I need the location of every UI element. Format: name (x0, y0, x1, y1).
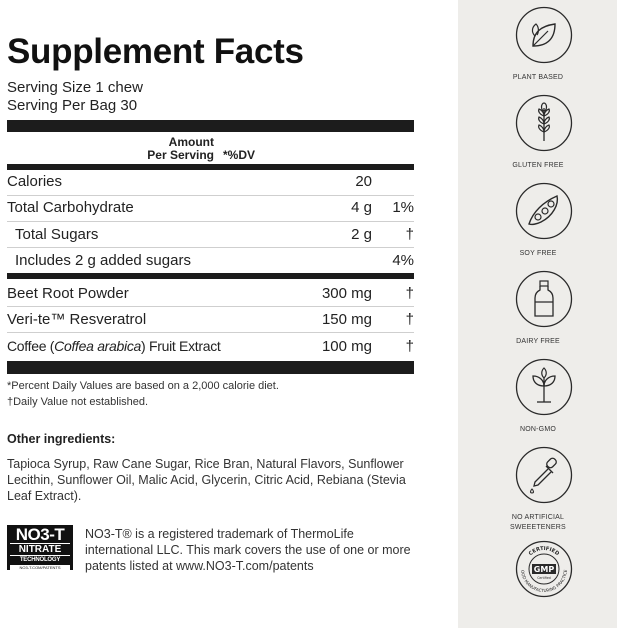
amount-header-line1: Amount (168, 135, 214, 149)
badge-label: DAIRY FREE (516, 338, 560, 345)
nutrient-row-added-sugars (7, 247, 414, 273)
logo-line2: NITRATE (10, 543, 70, 556)
svg-text:CERTIFIED (528, 546, 561, 558)
nutrient-name: Includes 2 g added sugars (15, 252, 191, 269)
footnote-not-established: †Daily Value not established. (7, 396, 149, 408)
nutrient-name: Total Sugars (15, 226, 99, 243)
dv-column-header: *%DV (222, 148, 255, 162)
logo-line1: NO3-T (15, 525, 65, 544)
ingredient-amount: 100 mg (321, 338, 372, 355)
gmp-center-sub: Certified (537, 576, 551, 580)
section-divider (7, 273, 414, 279)
nutrient-amount: 20 (355, 173, 372, 190)
badge-label-line2: SWEEETENERS (510, 524, 566, 531)
ingredient-name-latin: Coffea arabica (54, 338, 142, 354)
gmp-ring-bottom: OOD MANUFACTURING PRACTICE (519, 569, 569, 594)
page-title: Supplement Facts (7, 32, 304, 71)
servings-per-container: Serving Per Bag 30 (7, 97, 138, 114)
ingredient-row-beet-root (7, 280, 414, 306)
badges-sidebar (458, 0, 617, 628)
top-bar (7, 120, 414, 132)
badge-label: PLANT BASED (512, 74, 564, 81)
badge-label: NON-GMO (519, 426, 556, 433)
ingredient-name-post: ) Fruit Extract (141, 338, 221, 354)
nutrient-dv: 1% (392, 199, 414, 216)
nutrient-amount: 4 g (351, 199, 372, 216)
ingredient-amount: 150 mg (321, 311, 372, 328)
badge-label (451, 513, 617, 533)
nutrient-row-total-carbohydrate (7, 194, 414, 220)
ingredient-dv: † (405, 311, 414, 328)
no3t-logo (7, 525, 73, 570)
badge-label: GLUTEN FREE (512, 162, 564, 169)
ingredient-dv: † (405, 285, 414, 302)
nutrient-name: Total Carbohydrate (7, 199, 134, 216)
milk-bottle-icon (515, 270, 573, 328)
ingredient-dv: † (405, 338, 414, 355)
logo-line3: TECHNOLOGY (19, 557, 61, 563)
footnote-dv: *Percent Daily Values are based on a 2,000 calorie diet. (7, 380, 279, 392)
other-ingredients-text: Tapioca Syrup, Raw Cane Sugar, Rice Bran, Natural Flavors, Sunflower Lecithin, Sunflower Oil, Malic Acid, Glycerin, Citric Acid, Rebiana (Stevia Leaf Extract). (7, 457, 406, 503)
nutrient-row-calories (7, 168, 414, 194)
wheat-icon (515, 94, 573, 152)
dropper-icon (515, 446, 573, 504)
ingredient-row-coffee-extract (7, 333, 414, 359)
logo-line4: NO3-T.COM/PATENTS (10, 565, 70, 570)
nutrient-amount: 2 g (351, 226, 372, 243)
ingredient-row-resveratrol (7, 306, 414, 332)
badge-label-line1: NO ARTIFICIAL (511, 514, 565, 521)
amount-column-header (147, 136, 214, 162)
leaf-icon (515, 6, 573, 64)
ingredient-name (7, 338, 221, 354)
badge-label: SOY FREE (519, 250, 557, 257)
gmp-center: GMP (533, 565, 555, 574)
soybean-icon (515, 182, 573, 240)
trademark-notice: NO3-T® is a registered trademark of ThermoLife international LLC. This mark covers the use of one or more patents listed at www.NO3-T.com/patents (85, 527, 411, 573)
nutrient-dv: 4% (392, 252, 414, 269)
sprout-icon (515, 358, 573, 416)
other-ingredients-title: Other ingredients: (7, 432, 116, 446)
nutrient-dv: † (405, 226, 414, 243)
bottom-bar (7, 361, 414, 374)
ingredient-name: Beet Root Powder (7, 285, 129, 302)
nutrient-row-total-sugars (7, 221, 414, 247)
gmp-ring-top: CERTIFIED (527, 545, 561, 558)
gmp-seal-icon (515, 540, 573, 598)
serving-size: Serving Size 1 chew (7, 79, 143, 96)
ingredient-name: Veri-te™ Resveratrol (7, 311, 147, 328)
amount-header-line2: Per Serving (147, 148, 214, 162)
ingredient-amount: 300 mg (321, 285, 372, 302)
nutrient-name: Calories (7, 173, 63, 190)
ingredient-name-pre: Coffee ( (7, 338, 55, 354)
